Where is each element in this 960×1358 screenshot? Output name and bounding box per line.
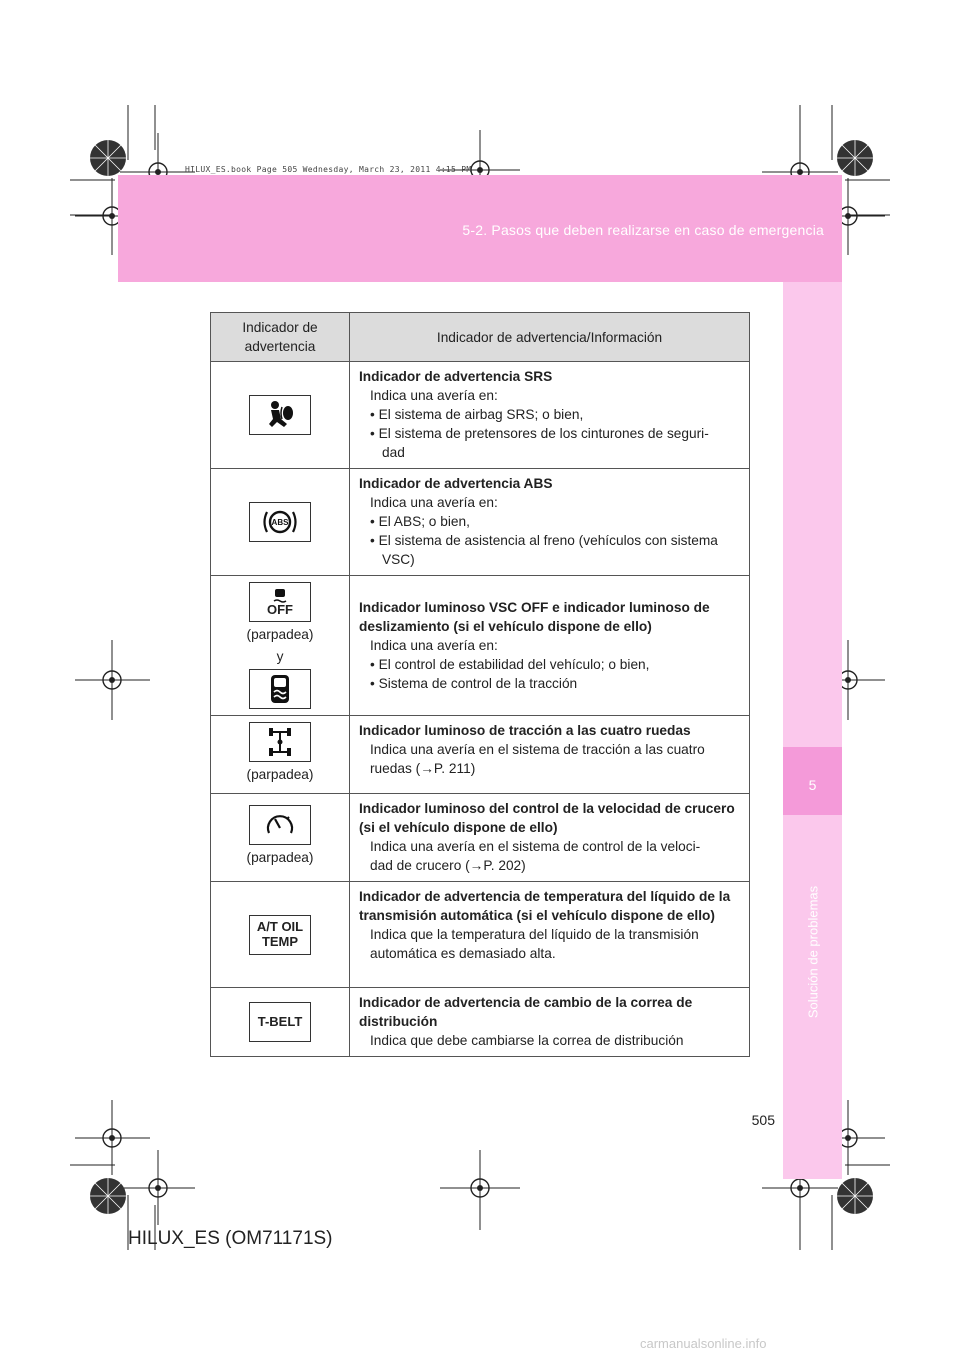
table-row [211, 469, 750, 576]
chapter-sidebar [783, 282, 842, 1179]
icon-conjunction: y [276, 649, 284, 664]
item-title: Indicador de advertencia de cambio de la correa de distribución [359, 995, 693, 1029]
item-bullet: • El control de estabilidad del vehículo; o bien, [370, 656, 650, 672]
item-line: Indica que la temperatura del líquido de la transmisión [370, 927, 699, 942]
four-wheel-drive-icon [249, 722, 311, 762]
item-line: Indica que debe cambiarse la correa de distribución [370, 1033, 684, 1048]
item-title: Indicador de advertencia de temperatura del líquido de la transmisión automática (si el vehículo dispone de ello) [359, 889, 731, 923]
item-title: Indicador de advertencia ABS [359, 476, 553, 491]
table-row [211, 882, 750, 988]
chapter-label [799, 842, 827, 1062]
page-number: 505 [751, 1112, 775, 1128]
at-oil-temp-icon [249, 915, 311, 955]
item-continuation: ruedas (→P. 211) [370, 761, 476, 776]
at-oil-icon-text-line2: TEMP [261, 933, 299, 949]
chapter-header-band [118, 175, 842, 282]
item-line: Indica una avería en: [370, 495, 498, 510]
item-bullet: • El sistema de airbag SRS; o bien, [370, 407, 584, 422]
item-continuation: automática es demasiado alta. [370, 946, 556, 961]
table-row [211, 716, 750, 794]
item-bullet: • El sistema de pretensores de los cinturones de seguri- [370, 426, 709, 441]
chapter-tab [783, 747, 842, 815]
table-header-row [211, 313, 750, 362]
watermark: carmanualsonline.info [640, 1336, 767, 1351]
table-row [211, 576, 750, 716]
col-header-indicator: Indicador de advertencia [211, 313, 350, 362]
icon-note: (parpadea) [246, 627, 314, 642]
icon-note: (parpadea) [246, 767, 314, 782]
item-title: Indicador luminoso de tracción a las cuatro ruedas [359, 723, 691, 738]
warning-indicator-table [210, 312, 750, 1057]
item-line: Indica una avería en: [370, 388, 498, 403]
airbag-warning-icon [249, 395, 311, 435]
item-bullet: • El sistema de asistencia al freno (vehículos con sistema [370, 533, 718, 548]
item-bullet: • Sistema de control de la tracción [370, 675, 578, 691]
icon-note: (parpadea) [246, 850, 314, 865]
table-row [211, 794, 750, 882]
item-continuation: dad de crucero (→P. 202) [370, 858, 526, 873]
item-continuation: dad [382, 445, 405, 460]
print-stamp: HILUX_ES.book Page 505 Wednesday, March 23, 2011 4:15 PM [185, 165, 472, 174]
item-line: Indica una avería en: [370, 637, 498, 653]
vsc-off-icon [249, 582, 311, 622]
item-title: Indicador luminoso VSC OFF e indicador luminoso de deslizamiento (si el vehículo dispone de ello) [359, 599, 710, 634]
section-title: 5-2. Pasos que deben realizarse en caso de emergencia [462, 222, 824, 238]
document-code: HILUX_ES (OM71171S) [128, 1228, 333, 1249]
timing-belt-icon [249, 1002, 311, 1042]
col-header-information: Indicador de advertencia/Información [350, 313, 750, 362]
at-oil-icon-text-line1: A/T OIL [256, 918, 304, 934]
table-row [211, 988, 750, 1057]
slip-indicator-icon [249, 669, 311, 709]
item-title: Indicador de advertencia SRS [359, 369, 553, 384]
item-title: Indicador luminoso del control de la velocidad de crucero (si el vehículo dispone de ello) [359, 801, 735, 835]
vsc-off-icon-text: OFF [267, 602, 293, 617]
item-line: Indica una avería en el sistema de tracción a las cuatro [370, 742, 705, 757]
item-continuation: VSC) [382, 552, 415, 567]
cruise-control-icon [249, 805, 311, 845]
item-bullet: • El ABS; o bien, [370, 514, 470, 529]
chapter-number: 5 [808, 777, 817, 793]
svg-text:ABS: ABS [271, 518, 289, 527]
table-row [211, 362, 750, 469]
chapter-label-text: Solución de problemas [805, 885, 821, 1019]
abs-warning-icon [249, 502, 311, 542]
item-line: Indica una avería en el sistema de control de la veloci- [370, 839, 701, 854]
timing-belt-icon-text: T-BELT [257, 1014, 303, 1029]
